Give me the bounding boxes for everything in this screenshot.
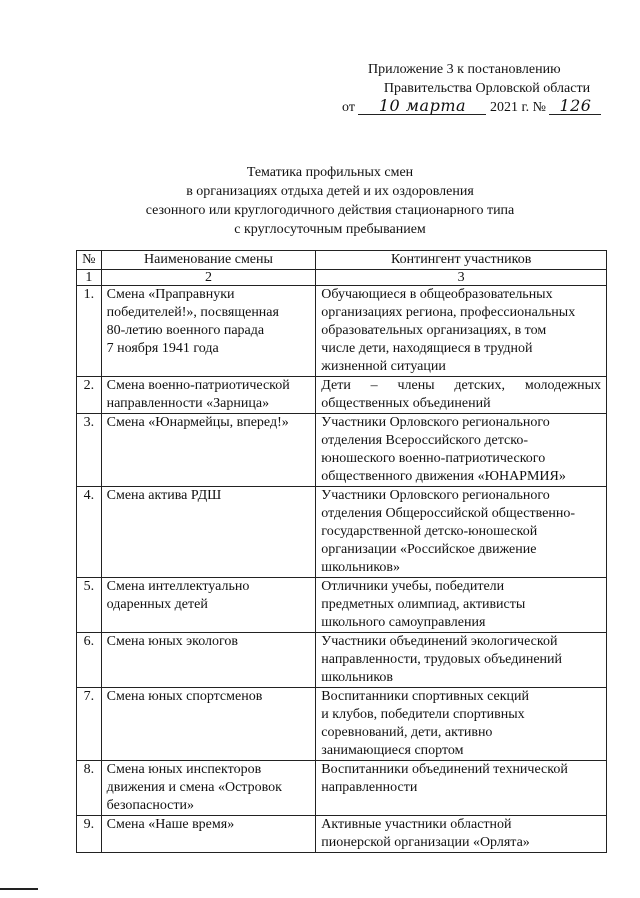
contingent-line: отделения Общероссийской общественно-: [321, 506, 575, 521]
contingent-line: жизненной ситуации: [321, 359, 446, 374]
contingent-line: предметных олимпиад, активисты: [321, 597, 526, 612]
contingent-line: Воспитанники спортивных секций: [321, 689, 529, 704]
index-num: 1: [77, 270, 102, 286]
shift-name-line: направленности «Зарница»: [106, 396, 270, 411]
contingent-line: Дети – члены детских, молодежных: [321, 378, 601, 393]
table-row: [77, 688, 607, 761]
contingent-line: и клубов, победители спортивных: [321, 707, 525, 722]
participants-contingent: [316, 286, 607, 377]
contingent-line: отделения Всероссийского детско-: [321, 433, 528, 448]
row-number: 2.: [77, 377, 102, 414]
approval-line-date: [342, 98, 632, 117]
shift-name-line: Смена юных экологов: [106, 634, 239, 649]
header-num: №: [77, 251, 102, 270]
shift-name-line: Смена актива РДШ: [106, 488, 222, 503]
contingent-line: пионерской организации «Орлята»: [321, 835, 530, 850]
contingent-line: направленности, трудовых объединений: [321, 652, 563, 667]
contingent-line: Участники Орловского регионального: [321, 415, 550, 430]
contingent-line: школьников: [321, 670, 394, 685]
contingent-line: Участники объединений экологической: [321, 634, 558, 649]
contingent-line: общественного движения «ЮНАРМИЯ»: [321, 469, 566, 484]
contingent-line: Активные участники областной: [321, 817, 512, 832]
shift-name-line: Смена юных инспекторов: [106, 762, 262, 777]
index-name: 2: [101, 270, 316, 286]
contingent-line: Обучающиеся в общеобразовательных: [321, 287, 553, 302]
table-row: [77, 633, 607, 688]
contingent-line: Участники Орловского регионального: [321, 488, 550, 503]
shift-name-line: Смена военно-патриотической: [106, 378, 290, 393]
title-line: с круглосуточным пребыванием: [234, 222, 426, 237]
shift-name-line: одаренных детей: [106, 597, 208, 612]
shift-name: [101, 633, 316, 688]
table-row: [77, 377, 607, 414]
row-number: 4.: [77, 487, 102, 578]
index-contingent: 3: [316, 270, 607, 286]
table-row: [77, 816, 607, 853]
row-number: 3.: [77, 414, 102, 487]
row-number: 5.: [77, 578, 102, 633]
shift-name-line: Смена «Юнармейцы, вперед!»: [106, 415, 289, 430]
approval-line-government: Правительства Орловской области: [383, 81, 591, 96]
shift-name-line: Смена юных спортсменов: [106, 689, 263, 704]
document-title: [60, 163, 600, 239]
row-number: 8.: [77, 761, 102, 816]
shift-name-line: безопасности»: [106, 798, 194, 813]
participants-contingent: [316, 578, 607, 633]
contingent-line: занимающиеся спортом: [321, 743, 464, 758]
table-row: [77, 487, 607, 578]
header-contingent: Контингент участников: [316, 251, 607, 270]
contingent-line: юношеского военно-патриотического: [321, 451, 546, 466]
contingent-line: государственной детско-юношеской: [321, 524, 538, 539]
table-row: [77, 414, 607, 487]
contingent-line: числе дети, находящиеся в трудной: [321, 341, 533, 356]
shift-name: [101, 487, 316, 578]
shift-name: [101, 688, 316, 761]
contingent-line: направленности: [321, 780, 418, 795]
row-number: 7.: [77, 688, 102, 761]
shift-name-line: Смена «Наше время»: [106, 817, 235, 832]
shift-name: [101, 414, 316, 487]
contingent-line: организациях региона, профессиональных: [321, 305, 576, 320]
shift-name: [101, 761, 316, 816]
contingent-line: Воспитанники объединений технической: [321, 762, 568, 777]
shifts-table: [76, 250, 607, 853]
contingent-line: соревнований, дети, активно: [321, 725, 493, 740]
table-row: [77, 286, 607, 377]
title-line: Тематика профильных смен: [246, 165, 414, 180]
handwritten-number: 126: [549, 98, 601, 115]
shift-name-line: 7 ноября 1941 года: [106, 341, 219, 356]
shift-name-line: Смена интеллектуально: [106, 579, 250, 594]
shift-name-line: 80-летию военного парада: [106, 323, 265, 338]
table-header-row: [77, 251, 607, 270]
row-number: 1.: [77, 286, 102, 377]
contingent-line: образовательных организациях, в том: [321, 323, 547, 338]
shift-name: [101, 816, 316, 853]
contingent-line: Отличники учебы, победители: [321, 579, 505, 594]
shift-name: [101, 578, 316, 633]
participants-contingent: [316, 761, 607, 816]
shift-name: [101, 286, 316, 377]
row-number: 6.: [77, 633, 102, 688]
contingent-line: школьников»: [321, 560, 401, 575]
participants-contingent: [316, 633, 607, 688]
shift-name: [101, 377, 316, 414]
approval-line-appendix: Приложение 3 к постановлению: [368, 62, 561, 77]
contingent-line: организации «Российское движение: [321, 542, 537, 557]
table-index-row: [77, 270, 607, 286]
title-line: сезонного или круглогодичного действия стационарного типа: [145, 203, 515, 218]
table-row: [77, 761, 607, 816]
participants-contingent: [316, 688, 607, 761]
row-number: 9.: [77, 816, 102, 853]
participants-contingent: [316, 414, 607, 487]
participants-contingent: [316, 487, 607, 578]
shift-name-line: Смена «Праправнуки: [106, 287, 235, 302]
table-row: [77, 578, 607, 633]
shift-name-line: движения и смена «Островок: [106, 780, 282, 795]
footer-mark: [0, 888, 38, 890]
handwritten-date: 10 марта: [358, 98, 486, 115]
shift-name-line: победителей!», посвященная: [106, 305, 279, 320]
year-label: 2021 г. №: [489, 100, 546, 115]
contingent-line: общественных объединений: [321, 396, 491, 411]
header-name: Наименование смены: [101, 251, 316, 270]
participants-contingent: [316, 816, 607, 853]
approval-block: [342, 60, 632, 117]
contingent-line: школьного самоуправления: [321, 615, 486, 630]
title-line: в организациях отдыха детей и их оздоровления: [186, 184, 474, 199]
participants-contingent: [316, 377, 607, 414]
from-label: от: [342, 100, 355, 115]
